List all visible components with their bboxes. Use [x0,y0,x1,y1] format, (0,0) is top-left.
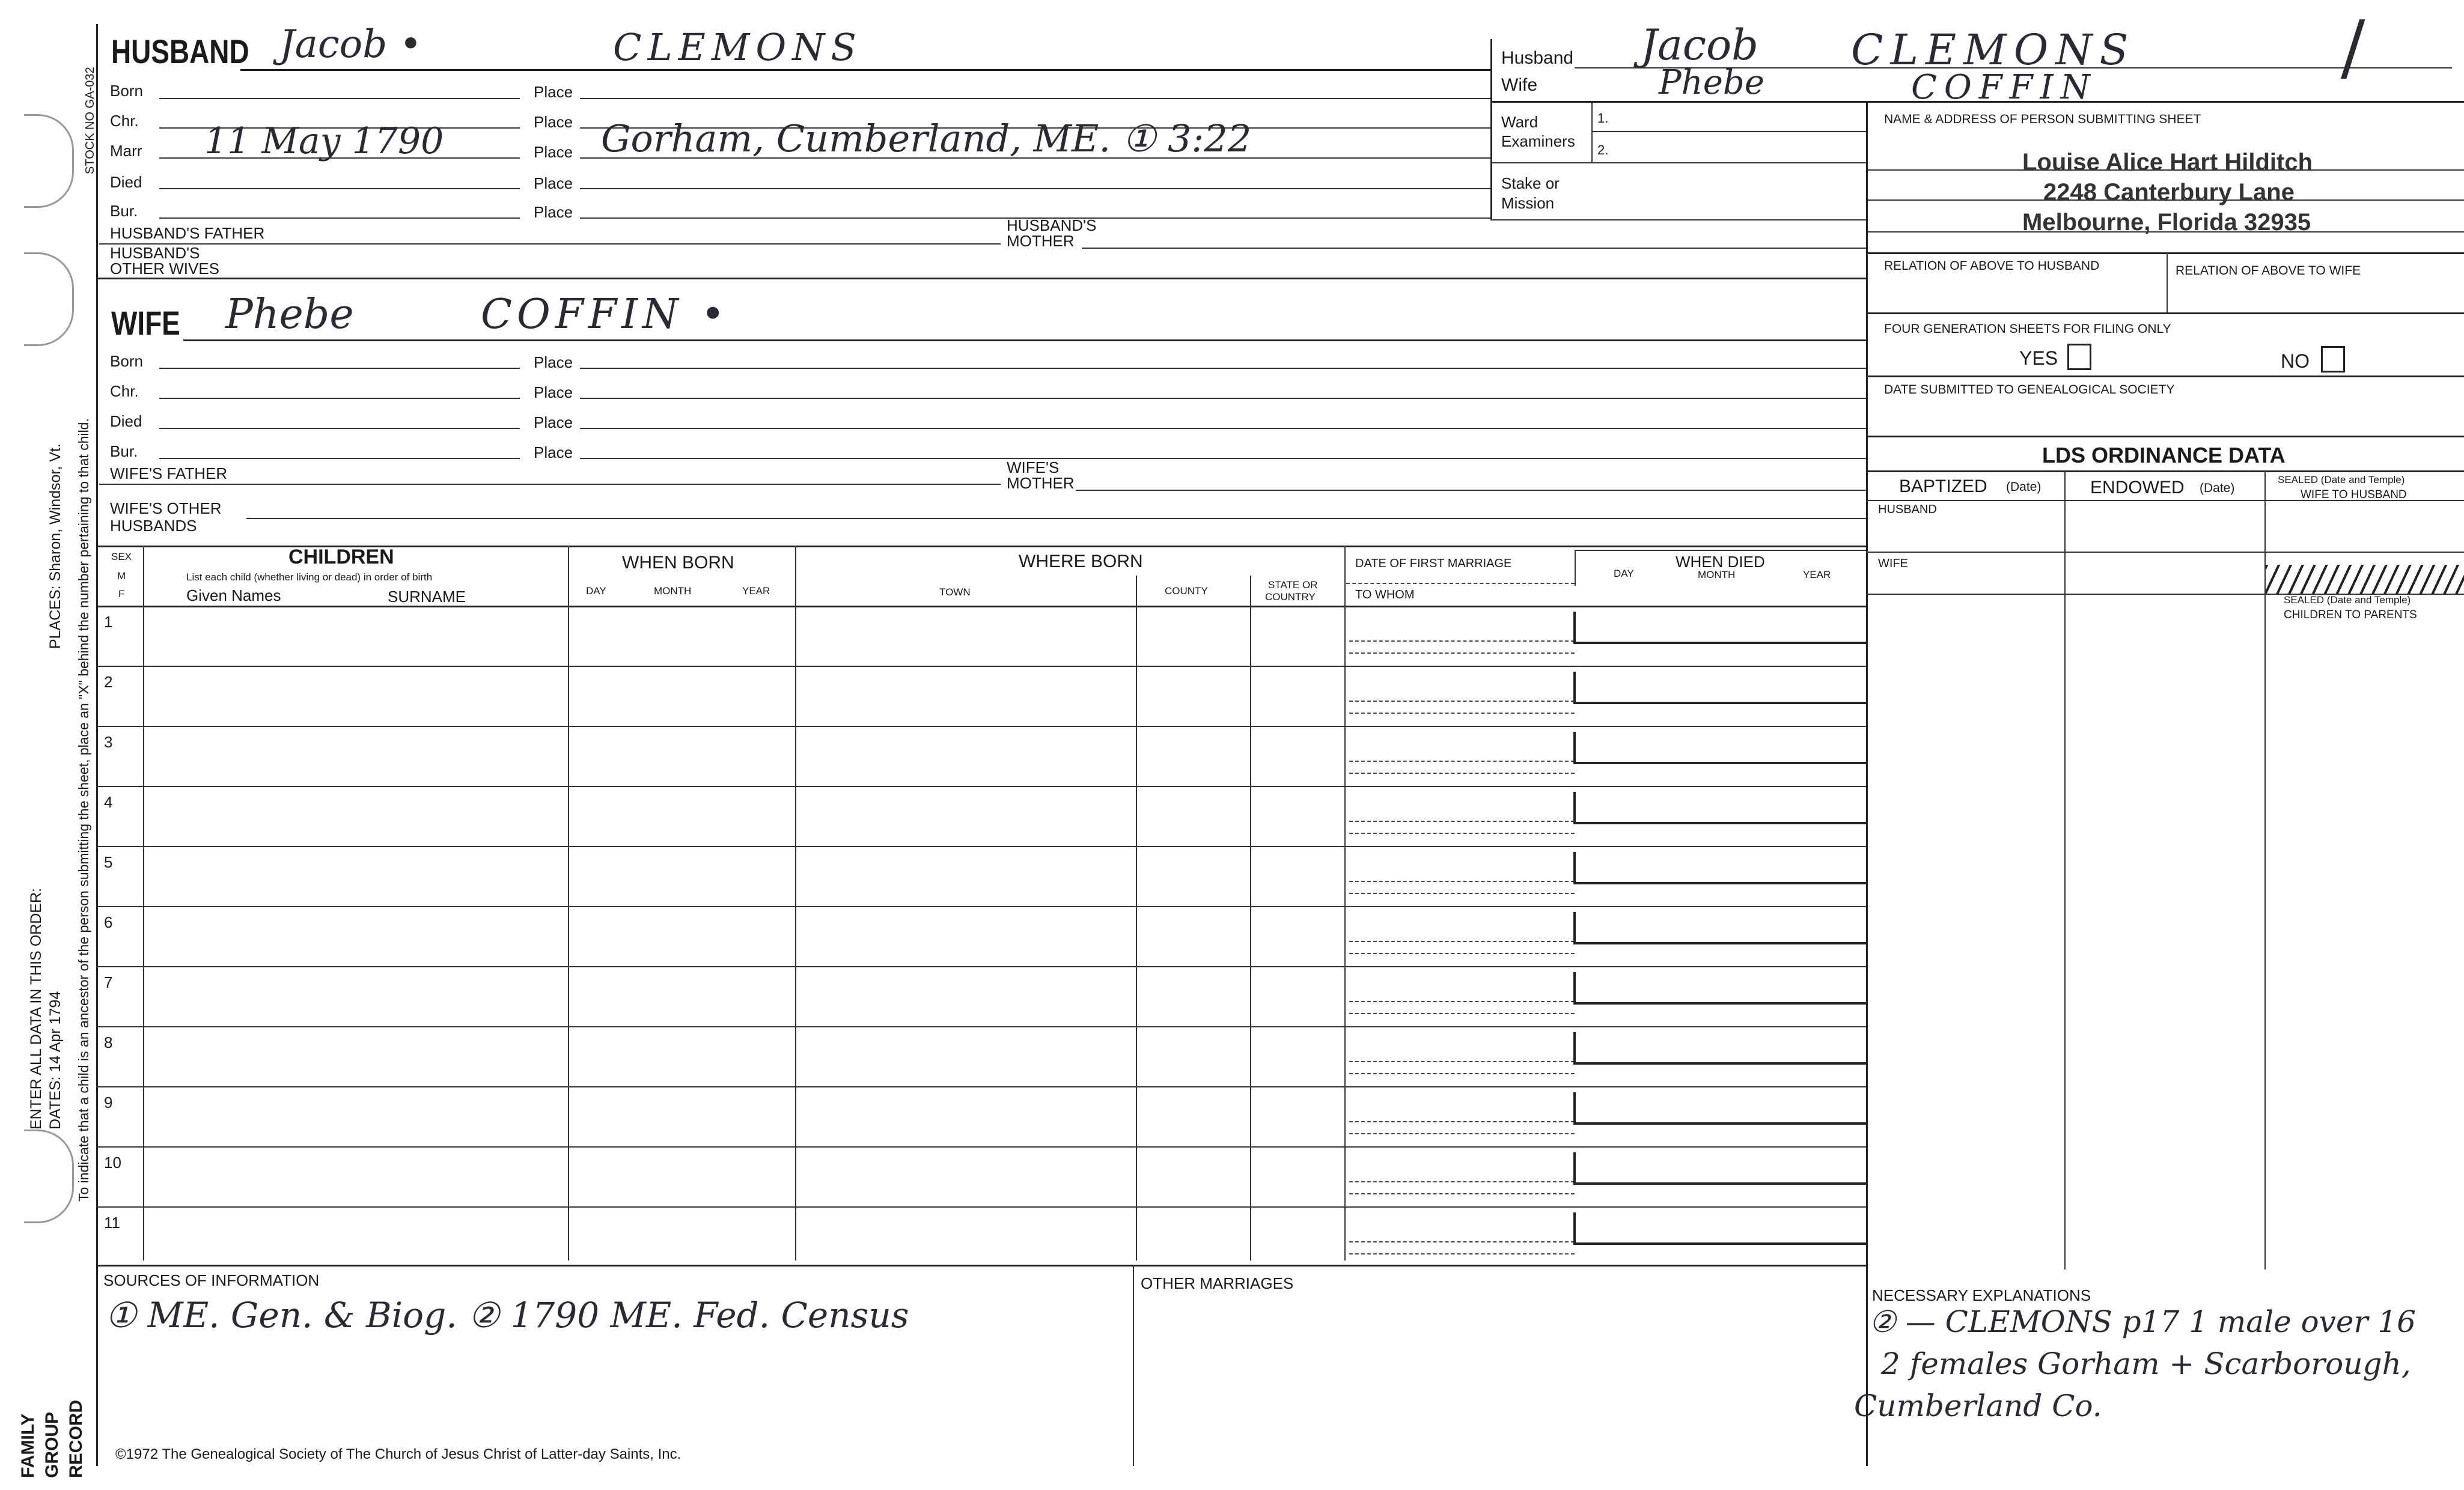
sex-m: M [117,570,126,582]
lds-endowed: ENDOWED [2090,478,2185,497]
explanations-label: NECESSARY EXPLANATIONS [1872,1286,2091,1304]
child-row-number: 5 [104,853,113,871]
sources-text[interactable]: ① ME. Gen. & Biog. ② 1790 ME. Fed. Census [105,1295,909,1336]
wife-born-line [159,368,520,369]
lds-sealed-children-2: CHILDREN TO PARENTS [2284,609,2417,621]
ward-divider [1591,102,1593,162]
col-county [1250,576,1251,1260]
child-row-divider [96,846,1866,847]
wifes-mother-label-2: MOTHER [1007,474,1075,492]
wife-born-place-line [580,368,1866,369]
to-whom-dash [1349,773,1575,774]
death-date-box[interactable] [1573,612,1867,644]
submitter-line-2 [1868,199,2464,201]
rt-wife-given: Phebe [1659,63,1764,102]
marriage-date-dash [1349,1061,1575,1062]
death-date-box[interactable] [1573,1212,1867,1245]
husband-section-bottom [96,278,1866,279]
rt-husband-label: Husband [1501,48,1574,68]
side-dates: DATES: 14 Apr 1794 [47,991,64,1130]
submitter-name: Louise Alice Hart Hilditch [2022,149,2313,175]
stake-label-2: Mission [1501,194,1555,212]
rt-wife-line [1490,101,2464,103]
col-children [568,546,569,1260]
lds-husband-bottom [1866,552,2464,553]
table-bottom [96,1265,1866,1266]
children-heading: CHILDREN [288,546,394,568]
wifes-other-husbands-label-2: HUSBANDS [110,517,197,535]
submitter-bottom [1866,252,2464,254]
husband-bur-place-label: Place [534,203,573,221]
husbands-mother-label-2: MOTHER [1007,232,1075,250]
rt-husband-surname: CLEMONS [1851,25,2136,74]
child-row-divider [96,786,1866,787]
rt-husband-given: Jacob [1641,20,1758,70]
child-row-number: 7 [104,973,113,991]
child-row-divider [96,966,1866,967]
marriage-date-dash [1349,941,1575,942]
state-label-1: STATE OR [1268,579,1318,591]
side-places: PLACES: Sharon, Windsor, Vt. [47,443,64,649]
child-row-divider [96,1146,1866,1148]
lds-husband: HUSBAND [1878,503,1937,516]
yes-checkbox[interactable] [2067,344,2091,370]
to-whom-dash [1349,1253,1575,1254]
copyright: ©1972 The Genealogical Society of The Church of Jesus Christ of Latter-day Saints, Inc. [115,1446,682,1462]
four-gen-bottom [1866,376,2464,377]
husband-marr-line [159,157,520,159]
lds-endowed-date: (Date) [2200,481,2235,495]
col-when-born [795,546,796,1260]
wife-chr-place-line [580,398,1866,399]
lds-col-1 [2064,470,2066,1270]
wife-chr-line [159,398,520,399]
frame-left [96,24,98,1466]
to-whom-dash [1349,893,1575,894]
rt-wife-label: Wife [1501,75,1537,95]
to-whom-dash [1349,652,1575,654]
death-date-box[interactable] [1573,852,1867,884]
col-marriage [1575,550,1576,586]
no-label: NO [2281,350,2310,372]
wife-chr-place-label: Place [534,383,573,401]
marriage-date-dash [1349,640,1575,642]
bottom-divider [1133,1265,1134,1466]
corner-mark: / [2341,6,2365,90]
husbands-mother-label-1: HUSBAND'S [1007,216,1097,234]
marriage-date-dash [1349,1001,1575,1002]
marriage-date-dash [1349,761,1575,762]
relation-bottom [1866,312,2464,314]
marriage-date-dash [1349,1121,1575,1122]
col-town [1136,576,1137,1260]
husbands-other-wives-label-2: OTHER WIVES [110,260,220,278]
husbands-father-line [99,243,1001,245]
binder-hole-middle [24,252,74,346]
to-whom-dash [1349,1013,1575,1014]
child-row-number: 10 [104,1154,121,1172]
submitter-line-3 [1868,231,2464,233]
child-row-divider [96,726,1866,727]
child-row-number: 6 [104,913,113,931]
to-whom-dash [1349,953,1575,954]
family-group-record-2: GROUP [42,1411,62,1478]
death-date-box[interactable] [1573,912,1867,944]
born-year: YEAR [742,585,770,597]
county-label: COUNTY [1165,585,1208,597]
husband-marr-label: Marr [110,142,142,160]
wife-given-name: Phebe [225,291,354,338]
submitter-city: Melbourne, Florida 32935 [2022,209,2311,236]
child-row-number: 3 [104,733,113,751]
husband-born-line [159,98,520,99]
to-whom-label: TO WHOM [1355,588,1415,601]
death-date-box[interactable] [1573,732,1867,764]
to-whom-dash [1349,1133,1575,1134]
husband-surname: CLEMONS [613,25,862,69]
frame-divider-top [1490,39,1492,219]
died-day: DAY [1614,568,1634,579]
husband-chr-label: Chr. [110,112,139,130]
lds-wife: WIFE [1878,557,1908,570]
born-day: DAY [586,585,606,597]
lds-sealed-wife-2: WIFE TO HUSBAND [2301,488,2407,501]
relation-husband-label: RELATION OF ABOVE TO HUSBAND [1884,259,2100,273]
death-date-box[interactable] [1573,672,1867,704]
submitter-label: NAME & ADDRESS OF PERSON SUBMITTING SHEET [1884,112,2201,126]
marriage-date-dash [1349,881,1575,882]
husband-died-place-line [580,188,1490,189]
lds-header-bottom [1866,500,2464,501]
children-subheading: List each child (whether living or dead) in order of birth [186,571,433,583]
col-sex [143,546,144,1260]
died-month: MONTH [1698,569,1736,580]
to-whom-dash [1349,833,1575,834]
col-state [1344,546,1346,1260]
death-date-box[interactable] [1573,1092,1867,1125]
wife-bur-place-line [580,458,1866,459]
child-row-divider [96,1206,1866,1208]
to-whom-dash [1349,713,1575,714]
other-marriages-label: OTHER MARRIAGES [1141,1274,1294,1292]
wife-died-label: Died [110,412,142,430]
ward-2: 2. [1597,142,1609,157]
town-label: TOWN [939,586,971,598]
husbands-mother-line [1082,248,1866,249]
wifes-mother-label-1: WIFE'S [1007,458,1060,476]
ward-1: 1. [1597,111,1609,126]
wifes-father-label: WIFE'S FATHER [110,464,228,482]
wifes-mother-line [1076,490,1866,491]
child-row-divider [96,1026,1866,1027]
explanation-line-2[interactable]: 2 females Gorham + Scarborough, [1881,1346,2411,1381]
lds-title: LDS ORDINANCE DATA [2042,443,2286,467]
stock-number: STOCK NO GA-032 [84,67,97,174]
to-whom-dash [1349,1193,1575,1194]
death-date-box[interactable] [1573,1152,1867,1185]
husband-marriage-place: Gorham, Cumberland, ME. ① 3:22 [601,117,1252,160]
died-top-line [1575,550,1866,551]
date-submitted-bottom [1866,436,2464,437]
wife-born-place-label: Place [534,353,573,371]
relation-wife-label: RELATION OF ABOVE TO WIFE [2176,264,2361,278]
wife-born-label: Born [110,352,143,370]
husband-marr-place-line [580,157,1490,159]
marriage-date-dash [1349,1241,1575,1242]
lds-sealed-wife-1: SEALED (Date and Temple) [2278,474,2405,485]
marriage-date-dash [1349,1181,1575,1182]
marriage-date-dash [1349,701,1575,702]
wife-heading: WIFE [111,304,180,342]
death-date-box[interactable] [1573,1032,1867,1065]
table-header-bottom [96,606,1866,607]
marriage-date-dash [1349,821,1575,822]
explanation-line-3[interactable]: Cumberland Co. [1854,1388,2102,1423]
relation-divider [2167,252,2168,312]
child-row-divider [96,666,1866,667]
husband-born-label: Born [110,82,143,100]
side-instructions: To indicate that a child is an ancestor of the person submitting the sheet, place an "X" behind the number pertaining to that child. [76,418,91,1202]
submitter-street: 2248 Canterbury Lane [2043,179,2295,205]
given-names-label: Given Names [186,586,281,604]
lds-title-bottom [1866,470,2464,472]
ward-2-line [1490,162,1866,163]
husband-died-line [159,188,520,189]
wife-died-line [159,428,520,429]
wife-died-place-line [580,428,1866,429]
wife-bur-label: Bur. [110,442,138,460]
lds-sealed-children-1: SEALED (Date and Temple) [2284,594,2411,606]
wifes-other-husbands-label-1: WIFE'S OTHER [110,499,222,517]
wifes-father-line [99,484,1001,485]
wifes-other-husbands-line [246,518,1866,519]
lds-baptized-date: (Date) [2006,480,2042,494]
husband-heading: HUSBAND [111,32,249,70]
death-date-box[interactable] [1573,792,1867,824]
child-row-number: 9 [104,1093,113,1111]
family-group-record-1: FAMILY [18,1413,38,1478]
sex-label: SEX [111,551,132,562]
husbands-other-wives-label-1: HUSBAND'S [110,244,200,262]
sex-f: F [118,588,125,600]
husband-given-name: Jacob • [279,22,422,67]
born-month: MONTH [654,585,692,597]
ward-label-1: Ward [1501,113,1538,131]
child-row-divider [96,906,1866,907]
child-row-number: 11 [104,1214,120,1232]
wife-bur-place-label: Place [534,443,573,461]
no-checkbox[interactable] [2321,346,2345,372]
when-born-label: WHEN BORN [622,553,734,573]
date-submitted-label: DATE SUBMITTED TO GENEALOGICAL SOCIETY [1884,383,2175,397]
wife-died-place-label: Place [534,413,573,431]
four-gen-label: FOUR GENERATION SHEETS FOR FILING ONLY [1884,322,2171,336]
binder-hole-lower [24,1130,74,1223]
husband-died-place-label: Place [534,174,573,192]
stake-line [1490,219,1866,220]
lds-hatched-area [2266,565,2464,594]
stake-label-1: Stake or [1501,174,1560,192]
husband-born-place-line [580,98,1490,99]
family-group-record-3: RECORD [66,1399,86,1478]
first-marriage-dash [1346,583,1575,584]
wife-chr-label: Chr. [110,382,139,400]
to-whom-dash [1349,1073,1575,1074]
yes-label: YES [2019,347,2058,369]
explanation-line-1[interactable]: ② — CLEMONS p17 1 male over 16 [1869,1304,2416,1339]
death-date-box[interactable] [1573,972,1867,1005]
wife-bur-line [159,458,520,459]
husband-bur-label: Bur. [110,202,138,220]
child-row-number: 4 [104,793,113,811]
rt-wife-surname: COFFIN [1911,68,2097,107]
binder-hole-top [24,114,74,208]
where-born-label: WHERE BORN [1019,552,1143,571]
frame-divider-right [1866,102,1868,1466]
husband-name-line [240,69,1490,71]
state-label-2: COUNTRY [1265,591,1316,603]
husbands-father-label: HUSBAND'S FATHER [110,224,265,242]
surname-label: SURNAME [388,588,466,606]
child-row-number: 8 [104,1033,113,1051]
lds-baptized: BAPTIZED [1899,476,1987,496]
died-year: YEAR [1803,569,1831,580]
side-enter-order: ENTER ALL DATA IN THIS ORDER: [28,888,44,1130]
ward-1-line [1591,131,1866,132]
submitter-line-1 [1868,169,2464,171]
husband-marr-place-label: Place [534,143,573,161]
first-marriage-label: DATE OF FIRST MARRIAGE [1355,557,1512,570]
child-row-divider [96,1086,1866,1087]
husband-chr-place-label: Place [534,113,573,131]
child-row-number: 2 [104,673,113,691]
wife-surname: COFFIN • [481,291,730,338]
husband-marriage-date: 11 May 1790 [204,120,444,162]
when-died-label: WHEN DIED [1676,553,1765,571]
wife-name-line [183,339,1866,341]
husband-born-place-label: Place [534,83,573,101]
husband-died-label: Died [110,173,142,191]
husband-bur-line [159,217,520,219]
sources-label: SOURCES OF INFORMATION [103,1271,320,1289]
ward-label-2: Examiners [1501,132,1575,150]
child-row-number: 1 [104,613,113,631]
